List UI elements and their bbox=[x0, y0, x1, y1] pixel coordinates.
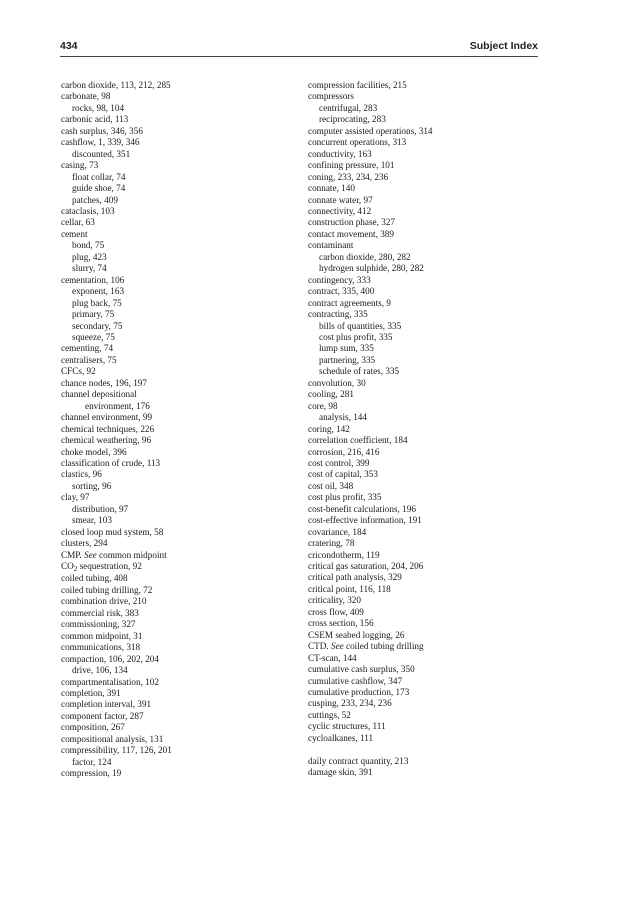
index-entry: commercial risk, 383 bbox=[61, 607, 139, 618]
index-entry: construction phase, 327 bbox=[308, 217, 396, 228]
index-entry: contact movement, 389 bbox=[308, 228, 394, 239]
index-entry: combination drive, 210 bbox=[61, 596, 147, 607]
index-subentry: plug, 423 bbox=[72, 251, 107, 262]
index-entry: common midpoint, 31 bbox=[61, 630, 143, 641]
index-entry: convolution, 30 bbox=[308, 377, 366, 388]
index-entry: chemical weathering, 96 bbox=[61, 435, 152, 446]
index-entry: criticality, 320 bbox=[308, 595, 361, 606]
index-entry: concurrent operations, 313 bbox=[308, 137, 407, 148]
index-entry: contaminant bbox=[308, 240, 354, 251]
index-column-right bbox=[308, 80, 543, 779]
index-subentry: patches, 409 bbox=[72, 194, 118, 205]
index-subentry: bond, 75 bbox=[72, 240, 105, 251]
index-entry: completion interval, 391 bbox=[61, 699, 152, 710]
index-subentry: exponent, 163 bbox=[72, 286, 125, 297]
index-entry: cost-benefit calculations, 196 bbox=[308, 503, 416, 514]
index-subentry: centrifugal, 283 bbox=[319, 102, 378, 113]
index-entry: cost-effective information, 191 bbox=[308, 515, 422, 526]
index-subentry: float collar, 74 bbox=[72, 171, 126, 182]
index-entry: casing, 73 bbox=[61, 160, 99, 171]
index-entry: clusters, 294 bbox=[61, 538, 108, 549]
index-entry: coning, 233, 234, 236 bbox=[308, 171, 389, 182]
index-entry: daily contract quantity, 213 bbox=[308, 755, 409, 766]
running-title: Subject Index bbox=[469, 40, 538, 52]
index-entry: composition, 267 bbox=[61, 722, 125, 733]
index-entry: connate water, 97 bbox=[308, 194, 373, 205]
index-entry: coiled tubing, 408 bbox=[61, 573, 128, 584]
index-subentry: bills of quantities, 335 bbox=[319, 320, 402, 331]
index-entry: communications, 318 bbox=[61, 642, 141, 653]
index-subentry: guide shoe, 74 bbox=[72, 183, 126, 194]
index-entry: connate, 140 bbox=[308, 183, 355, 194]
index-subentry: drive, 106, 134 bbox=[72, 665, 128, 676]
index-subentry: plug back, 75 bbox=[72, 297, 122, 308]
index-entry: carbonic acid, 113 bbox=[61, 114, 129, 125]
index-entry: compression, 19 bbox=[61, 768, 122, 779]
index-entry: compressibility, 117, 126, 201 bbox=[61, 745, 172, 756]
index-entry: commissioning, 327 bbox=[61, 619, 136, 630]
index-entry: cellar, 63 bbox=[61, 217, 95, 228]
index-subentry: squeeze, 75 bbox=[72, 331, 115, 342]
index-entry: cementing, 74 bbox=[61, 343, 114, 354]
index-entry: cusping, 233, 234, 236 bbox=[308, 698, 392, 709]
index-entry: contract agreements, 9 bbox=[308, 297, 391, 308]
index-entry: cost oil, 348 bbox=[308, 480, 354, 491]
index-subentry: reciprocating, 283 bbox=[319, 114, 386, 125]
index-entry: carbonate, 98 bbox=[61, 91, 111, 102]
index-subentry: discounted, 351 bbox=[72, 148, 131, 159]
index-entry: CMP. See common midpoint bbox=[61, 549, 167, 560]
index-entry: connectivity, 412 bbox=[308, 205, 372, 216]
index-entry: cashflow, 1, 339, 346 bbox=[61, 137, 140, 148]
index-subentry: secondary, 75 bbox=[72, 320, 123, 331]
index-entry: correlation coefficient, 184 bbox=[308, 435, 408, 446]
index-subentry: sorting, 96 bbox=[72, 480, 112, 491]
index-subentry: partnering, 335 bbox=[319, 354, 376, 365]
index-entry: clastics, 96 bbox=[61, 469, 102, 480]
index-entry: cooling, 281 bbox=[308, 389, 354, 400]
index-subentry: carbon dioxide, 280, 282 bbox=[319, 251, 411, 262]
index-entry: compressors bbox=[308, 91, 354, 102]
index-entry: contracting, 335 bbox=[308, 309, 368, 320]
index-entry: component factor, 287 bbox=[61, 710, 144, 721]
page-number: 434 bbox=[60, 40, 78, 52]
index-entry: CTD. See coiled tubing drilling bbox=[308, 641, 424, 652]
index-entry: damage skin, 391 bbox=[308, 767, 373, 778]
index-entry: computer assisted operations, 314 bbox=[308, 125, 433, 136]
index-entry: cash surplus, 346, 356 bbox=[61, 125, 143, 136]
index-entry: $CO_2$ sequestration, 92 bbox=[61, 561, 142, 574]
index-entry: clay, 97 bbox=[61, 492, 90, 503]
index-entry: cross flow, 409 bbox=[308, 606, 364, 617]
index-entry: cementation, 106 bbox=[61, 274, 125, 285]
index-entry: cost of capital, 353 bbox=[308, 469, 378, 480]
index-entry: cyclic structures, 111 bbox=[308, 721, 386, 732]
index-entry: chemical techniques, 226 bbox=[61, 423, 155, 434]
index-subentry: slurry, 74 bbox=[72, 263, 107, 274]
index-entry: covariance, 184 bbox=[308, 526, 367, 537]
index-entry: cross section, 156 bbox=[308, 618, 374, 629]
index-entry: compaction, 106, 202, 204 bbox=[61, 653, 159, 664]
index-entry: cost plus profit, 335 bbox=[308, 492, 382, 503]
index-subentry: analysis, 144 bbox=[319, 412, 367, 423]
index-entry: cycloalkanes, 111 bbox=[308, 732, 374, 743]
index-subentry: rocks, 98, 104 bbox=[72, 102, 125, 113]
index-entry: cumulative production, 173 bbox=[308, 687, 410, 698]
index-entry: critical point, 116, 118 bbox=[308, 583, 391, 594]
index-subentry: factor, 124 bbox=[72, 756, 112, 767]
index-subentry: distribution, 97 bbox=[72, 503, 129, 514]
index-entry: compositional analysis, 131 bbox=[61, 733, 164, 744]
index-subentry: primary, 75 bbox=[72, 309, 115, 320]
index-entry: choke model, 396 bbox=[61, 446, 127, 457]
index-entry: coiled tubing drilling, 72 bbox=[61, 584, 153, 595]
index-entry: classification of crude, 113 bbox=[61, 457, 161, 468]
index-entry: completion, 391 bbox=[61, 688, 121, 699]
index-entry: critical gas saturation, 204, 206 bbox=[308, 561, 424, 572]
index-entry: cement bbox=[61, 228, 88, 239]
index-entry: centralisers, 75 bbox=[61, 354, 117, 365]
index-entry: closed loop mud system, 58 bbox=[61, 526, 164, 537]
index-subentry: cost plus profit, 335 bbox=[319, 331, 393, 342]
index-entry: cumulative cash surplus, 350 bbox=[308, 664, 415, 675]
index-entry: chance nodes, 196, 197 bbox=[61, 377, 147, 388]
index-entry: contract, 335, 400 bbox=[308, 286, 375, 297]
letter-group-gap bbox=[308, 744, 543, 755]
index-entry: carbon dioxide, 113, 212, 285 bbox=[61, 80, 171, 90]
index-entry: coring, 142 bbox=[308, 423, 350, 434]
index-entry: cuttings, 52 bbox=[308, 709, 351, 720]
index-subentry: smear, 103 bbox=[72, 515, 112, 526]
index-subentry: hydrogen sulphide, 280, 282 bbox=[319, 263, 424, 274]
index-entry: cost control, 399 bbox=[308, 457, 370, 468]
index-entry: compression facilities, 215 bbox=[308, 80, 407, 90]
index-entry: contingency, 333 bbox=[308, 274, 371, 285]
index-entry: CSEM seabed logging, 26 bbox=[308, 629, 405, 640]
index-entry: cricondotherm, 119 bbox=[308, 549, 380, 560]
index-entry: CFCs, 92 bbox=[61, 366, 96, 377]
running-header bbox=[60, 40, 538, 56]
index-column-left bbox=[61, 80, 296, 780]
index-entry: corrosion, 216, 416 bbox=[308, 446, 380, 457]
index-entry: cratering, 78 bbox=[308, 538, 355, 549]
index-subentry: schedule of rates, 335 bbox=[319, 366, 400, 377]
index-subentry: lump sum, 335 bbox=[319, 343, 374, 354]
index-subentry: environment, 176 bbox=[85, 400, 150, 411]
index-entry: cumulative cashflow, 347 bbox=[308, 675, 403, 686]
index-entry: CT-scan, 144 bbox=[308, 652, 357, 663]
index-entry: channel depositional bbox=[61, 389, 137, 400]
index-entry: conductivity, 163 bbox=[308, 148, 372, 159]
header-rule bbox=[60, 56, 538, 57]
index-entry: compartmentalisation, 102 bbox=[61, 676, 159, 687]
index-entry: critical path analysis, 329 bbox=[308, 572, 402, 583]
index-entry: core, 98 bbox=[308, 400, 338, 411]
index-entry: cataclasis, 103 bbox=[61, 205, 115, 216]
index-entry: confining pressure, 101 bbox=[308, 160, 395, 171]
index-entry: channel environment, 99 bbox=[61, 412, 153, 423]
